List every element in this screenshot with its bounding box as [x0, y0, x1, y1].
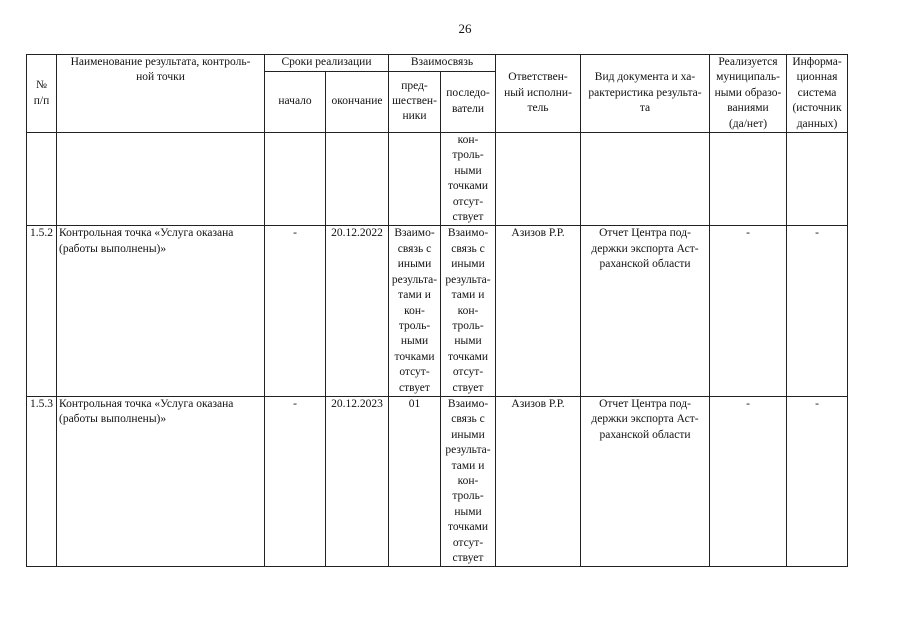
cell-line: точками	[447, 180, 489, 193]
row-end: 20.12.2023	[326, 396, 389, 566]
cell-line: ватели	[451, 102, 485, 115]
header-num	[27, 55, 57, 133]
cell-line: ными образо-	[714, 86, 782, 99]
row-predecessors	[389, 396, 441, 566]
row-doc-type	[581, 396, 710, 566]
row-successors	[441, 396, 496, 566]
header-info-system	[787, 55, 848, 133]
row-start: -	[265, 396, 326, 566]
cell-line: ционная	[796, 71, 838, 84]
row-responsible: Азизов Р.Р.	[496, 226, 581, 396]
row-num: 1.5.3	[27, 396, 57, 566]
header-predecessors	[389, 71, 441, 133]
cell-line: связь с	[397, 242, 432, 255]
page-number: 26	[458, 21, 472, 36]
cell-line: Контрольная точка «Услуга оказана	[59, 397, 234, 410]
row-responsible	[496, 133, 581, 226]
cell-line: ствует	[452, 552, 484, 564]
row-name	[57, 133, 265, 226]
cell-line: держки экспорта Аст-	[591, 413, 699, 426]
cell-line: отсут-	[452, 536, 484, 549]
header-doc-type	[581, 55, 710, 133]
row-start	[265, 133, 326, 226]
cell-line: раханской области	[599, 258, 691, 271]
row-municipal: -	[710, 396, 787, 566]
cell-line: троль-	[398, 319, 431, 332]
row-predecessors	[389, 226, 441, 396]
row-info-system: -	[787, 226, 848, 396]
cell-line: Взаимо-	[447, 227, 489, 240]
row-info-system: -	[787, 396, 848, 566]
header-name	[57, 55, 265, 133]
header-terms: Сроки реализации	[265, 55, 389, 72]
cell-line: троль-	[452, 319, 484, 332]
cell-line: ствует	[399, 381, 430, 394]
row-name	[57, 396, 265, 566]
cell-line: Вид документа и ха-	[594, 71, 696, 84]
table-row	[27, 133, 848, 226]
row-num: 1.5.2	[27, 226, 57, 396]
cell-line: муниципаль-	[716, 71, 780, 84]
cell-line: кон-	[457, 304, 479, 317]
cell-line: иными	[451, 258, 485, 271]
cell-line: тами и	[451, 289, 485, 302]
row-municipal	[710, 133, 787, 226]
cell-line: последо-	[446, 87, 490, 100]
cell-line: Наименование результата, контроль-	[70, 56, 251, 68]
row-doc-type	[581, 133, 710, 226]
table-row	[27, 396, 848, 566]
cell-line: точками	[447, 350, 489, 363]
cell-line: (источник	[792, 102, 842, 115]
cell-line: результа-	[391, 273, 438, 286]
row-start: -	[265, 226, 326, 396]
row-municipal: -	[710, 226, 787, 396]
row-doc-type	[581, 226, 710, 396]
cell-line: ной точки	[136, 71, 185, 84]
table-row	[27, 226, 848, 396]
header-responsible	[496, 55, 581, 133]
cell-line: тами и	[451, 459, 485, 472]
cell-line: результа-	[445, 444, 491, 457]
cell-line: отсут-	[399, 366, 430, 379]
cell-line: система	[797, 86, 837, 99]
results-table	[26, 54, 848, 567]
row-name	[57, 226, 265, 396]
cell-line: данных)	[796, 117, 838, 130]
cell-line: (работы выполнены)»	[59, 413, 167, 426]
cell-line: троль-	[452, 490, 484, 503]
cell-line: ствует	[452, 211, 484, 224]
cell-line: результа-	[445, 273, 491, 286]
cell-line: (да/нет)	[728, 117, 768, 130]
cell-line: связь с	[451, 242, 485, 255]
cell-line: 01	[408, 397, 421, 410]
cell-line: п/п	[33, 94, 50, 107]
cell-line: ными	[454, 505, 482, 518]
cell-line: Взаимо-	[447, 397, 489, 410]
row-successors	[441, 133, 496, 226]
cell-line: точками	[394, 350, 435, 363]
cell-line: рактеристика результа-	[588, 86, 702, 99]
cell-line: Ответствен-	[508, 71, 568, 84]
cell-line: Контрольная точка «Услуга оказана	[59, 227, 234, 240]
cell-line: иными	[451, 428, 485, 441]
row-num	[27, 133, 57, 226]
cell-line: ными	[400, 335, 429, 348]
cell-line: Взаимо-	[394, 227, 435, 240]
cell-line: ники	[402, 110, 427, 123]
header-municipal	[710, 55, 787, 133]
cell-line: троль-	[452, 149, 484, 162]
cell-line: ный исполни-	[504, 86, 572, 99]
row-end: 20.12.2022	[326, 226, 389, 396]
header-relation: Взаимосвязь	[389, 55, 496, 72]
cell-line: ваниями	[727, 102, 769, 115]
header-successors	[441, 71, 496, 133]
row-info-system	[787, 133, 848, 226]
cell-line: пред-	[401, 79, 428, 92]
cell-line: кон-	[457, 134, 479, 147]
row-predecessors	[389, 133, 441, 226]
cell-line: Информа-	[792, 56, 842, 68]
cell-line: кон-	[457, 474, 479, 487]
cell-line: шествен-	[392, 95, 437, 108]
cell-line: ствует	[452, 381, 484, 394]
cell-line: Реализуется	[718, 56, 778, 68]
cell-line: отсут-	[452, 195, 484, 208]
header-start: начало	[265, 71, 326, 133]
cell-line: иными	[397, 258, 432, 271]
cell-line: №	[36, 79, 47, 92]
cell-line: держки экспорта Аст-	[591, 242, 699, 255]
cell-line: связь с	[451, 413, 485, 426]
row-end	[326, 133, 389, 226]
cell-line: раханской области	[599, 428, 691, 441]
header-end: окончание	[326, 71, 389, 133]
cell-line: точками	[447, 521, 489, 534]
row-responsible: Азизов Р.Р.	[496, 396, 581, 566]
cell-line: кон-	[404, 304, 425, 317]
cell-line: Отчет Центра под-	[599, 397, 691, 410]
cell-line: та	[639, 102, 651, 115]
cell-line: (работы выполнены)»	[59, 242, 167, 255]
cell-line: ными	[454, 164, 482, 177]
cell-line: отсут-	[452, 366, 484, 379]
cell-line: тель	[527, 102, 549, 115]
cell-line: ными	[454, 335, 482, 348]
cell-line: Отчет Центра под-	[599, 227, 691, 240]
cell-line: тами и	[398, 289, 431, 302]
row-successors	[441, 226, 496, 396]
